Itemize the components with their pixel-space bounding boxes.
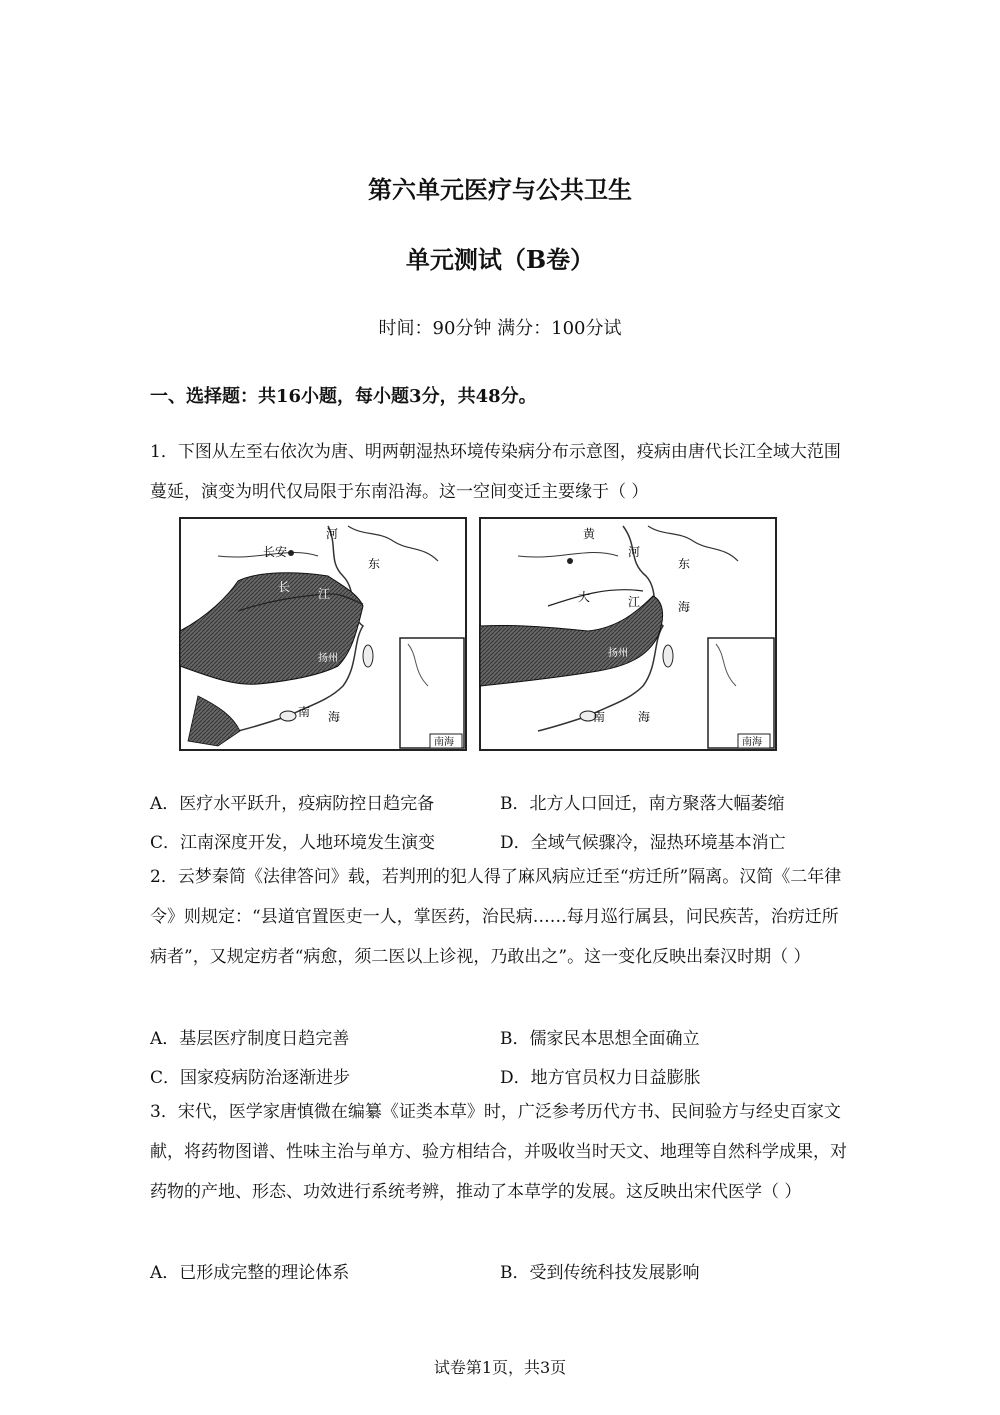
tang-map [180,518,466,750]
ming-inset-label: 南海 [742,737,762,748]
page-title: 第六单元医疗与公共卫生 [368,175,632,204]
tang-label-hai: 海 [328,710,341,724]
question-3-stem: 3．宋代，医学家唐慎微在编纂《证类本草》时，广泛参考历代方书、民间验方与经史百家文献，将药物图谱、性味主治与单方、验方相结合，并吸收当时天文、地理等自然科学成果，对药物的产地、形态、功效进行系统考辨，推动了本草学的发展。这反映出宋代医学（ ） [150,1102,847,1202]
q3-option-b[interactable]: B．受到传统科技发展影响 [500,1263,700,1283]
tang-label-chang: 长 [278,580,291,594]
q2-option-b[interactable]: B．儒家民本思想全面确立 [500,1029,700,1049]
ming-label-nan: 南 [593,710,606,724]
tang-label-he: 河 [326,527,339,541]
ming-label-hai: 海 [678,600,691,614]
ming-label-jiang: 江 [628,595,641,609]
ming-label-huang: 黄 [583,527,596,541]
ming-map [480,518,776,750]
q2-option-a[interactable]: A．基层医疗制度日趋完善 [150,1029,350,1049]
tang-label-dong: 东 [368,557,381,571]
question-1-stem: 1．下图从左至右依次为唐、明两朝湿热环境传染病分布示意图，疫病由唐代长江全域大范围蔓延，演变为明代仅局限于东南沿海。这一空间变迁主要缘于（ ） [150,442,841,502]
ming-label-yangzhou: 扬州 [608,648,628,659]
page-footer: 试卷第1页，共3页 [433,1358,567,1377]
ming-label-da: 大 [578,590,591,604]
page-subtitle: 单元测试（B卷） [405,245,595,274]
ming-label-hai2: 海 [638,710,651,724]
tang-label-nan: 南 [298,705,311,719]
tang-label-yangzhou: 扬州 [318,653,338,664]
section-heading: 一、选择题：共16小题，每小题3分，共48分。 [150,386,537,407]
question-2-stem: 2．云梦秦简《法律答问》载，若判刑的犯人得了麻风病应迁至“疠迁所”隔离。汉简《二年律令》则规定：“县道官置医吏一人，掌医药，治民病……每月巡行属县，问民疾苦，治疠迁所病者”，又规定疠者“病愈，须二医以上诊视，乃敢出之”。这一变化反映出秦汉时期（ ） [150,867,842,967]
tang-label-changan: 长安 [263,545,288,559]
q1-option-d[interactable]: D．全域气候骤冷，湿热环境基本消亡 [500,833,786,853]
q3-option-a[interactable]: A．已形成完整的理论体系 [150,1263,350,1283]
ming-label-he: 河 [628,545,641,559]
q1-option-c[interactable]: C．江南深度开发，人地环境发生演变 [150,833,436,853]
q2-option-c[interactable]: C．国家疫病防治逐渐进步 [150,1068,351,1088]
q1-option-b[interactable]: B．北方人口回迁，南方聚落大幅萎缩 [500,794,785,814]
q1-option-a[interactable]: A．医疗水平跃升，疫病防控日趋完备 [150,794,435,814]
tang-label-jiang: 江 [318,587,331,601]
ming-label-dong: 东 [678,557,691,571]
exam-meta: 时间：90分钟 满分：100分试 [378,318,622,339]
map-figure [178,516,778,752]
q2-option-d[interactable]: D．地方官员权力日益膨胀 [500,1068,701,1088]
tang-inset-label: 南海 [434,737,454,748]
